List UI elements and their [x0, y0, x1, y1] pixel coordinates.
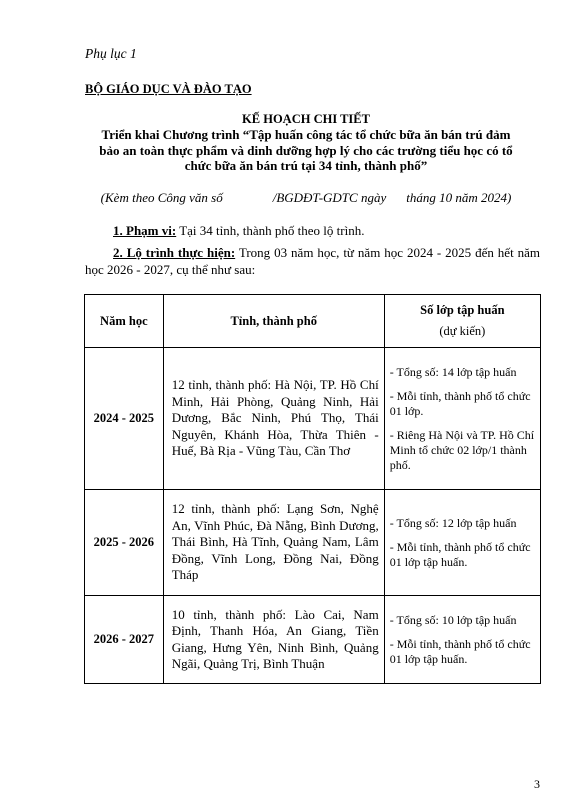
ministry-name: [85, 82, 252, 97]
header-classes-label: Số lớp tập huấn: [420, 303, 505, 317]
attachment-part-2: /BGDĐT-GDTC ngày: [272, 190, 387, 205]
attachment-part-1: (Kèm theo Công văn số: [100, 190, 223, 205]
table-row: [85, 348, 541, 490]
header-provinces: Tỉnh, thành phố: [163, 295, 384, 348]
row-provinces: 12 tỉnh, thành phố: Lạng Sơn, Nghệ An, Vĩnh Phúc, Đà Nẵng, Bình Dương, Thái Bình, Hà Tĩnh, Quảng Nam, Lâm Đồng, Vĩnh Long, Đồng Nai, Đồng Tháp: [163, 490, 384, 596]
quota-line: - Mỗi tỉnh, thành phố tổ chức 01 lớp tập huấn.: [389, 539, 531, 569]
roadmap-label: 2. Lộ trình thực hiện:: [113, 245, 236, 260]
quota-line: - Mỗi tỉnh, thành phố tổ chức 01 lớp.: [389, 388, 531, 418]
training-plan-table: [84, 294, 541, 684]
plan-subtitle-line-2: bảo an toàn thực phẩm và dinh dưỡng hợp lý cho các trường tiểu học có tổ: [99, 142, 513, 158]
row-quota: [384, 348, 540, 490]
ministry-text: BỘ GIÁO DỤC VÀ ĐÀO TẠO: [85, 82, 252, 96]
table-header-row: [85, 295, 541, 348]
page-number: 3: [534, 777, 540, 791]
roadmap-paragraph: [85, 244, 540, 278]
row-quota: [384, 596, 540, 684]
scope-label: 1. Phạm vi:: [113, 223, 177, 238]
row-provinces: 10 tỉnh, thành phố: Lào Cai, Nam Định, Thanh Hóa, An Giang, Tiền Giang, Hưng Yên, Ninh Bình, Quảng Ngãi, Quảng Trị, Bình Thuận: [163, 596, 384, 684]
row-year: 2026 - 2027: [85, 596, 164, 684]
plan-title-block: [40, 111, 572, 174]
roadmap-text: Trong 03 năm học, từ năm học 2024 - 2025 đến hết năm học 2026 - 2027, cụ thể như sau:: [85, 245, 540, 277]
quota-line: - Tổng số: 14 lớp tập huấn: [389, 364, 517, 379]
quota-line: - Tổng số: 12 lớp tập huấn: [389, 515, 517, 530]
row-quota: [384, 490, 540, 596]
plan-subtitle-line-1: Triển khai Chương trình “Tập huấn công tác tổ chức bữa ăn bán trú đảm: [101, 127, 511, 142]
table-row: [85, 490, 541, 596]
quota-line: - Riêng Hà Nội và TP. Hồ Chí Minh tổ chức 02 lớp/1 thành phố.: [389, 427, 535, 472]
scope-paragraph: [113, 223, 364, 239]
row-year: 2025 - 2026: [85, 490, 164, 596]
row-provinces: 12 tỉnh, thành phố: Hà Nội, TP. Hồ Chí Minh, Hải Phòng, Quảng Ninh, Hải Dương, Bắc Ninh, Phú Thọ, Thái Nguyên, Khánh Hòa, Thừa Thiên - Huế, Bà Rịa - Vũng Tàu, Cần Thơ: [163, 348, 384, 490]
row-year: 2024 - 2025: [85, 348, 164, 490]
quota-line: - Tổng số: 10 lớp tập huấn: [389, 612, 517, 627]
attachment-note: [40, 190, 572, 206]
plan-subtitle-line-3: chức bữa ăn bán trú tại 34 tỉnh, thành phố”: [184, 158, 428, 173]
header-classes: [384, 295, 540, 348]
attachment-part-3: tháng 10 năm 2024): [406, 190, 512, 205]
quota-line: - Mỗi tỉnh, thành phố tổ chức 01 lớp tập huấn.: [389, 636, 531, 666]
header-year: Năm học: [85, 295, 164, 348]
header-classes-note: (dự kiến): [439, 324, 486, 338]
scope-text: Tại 34 tỉnh, thành phố theo lộ trình.: [179, 223, 365, 238]
annex-label: Phụ lục 1: [85, 46, 137, 61]
table-row: [85, 596, 541, 684]
plan-title: KẾ HOẠCH CHI TIẾT: [242, 112, 370, 126]
